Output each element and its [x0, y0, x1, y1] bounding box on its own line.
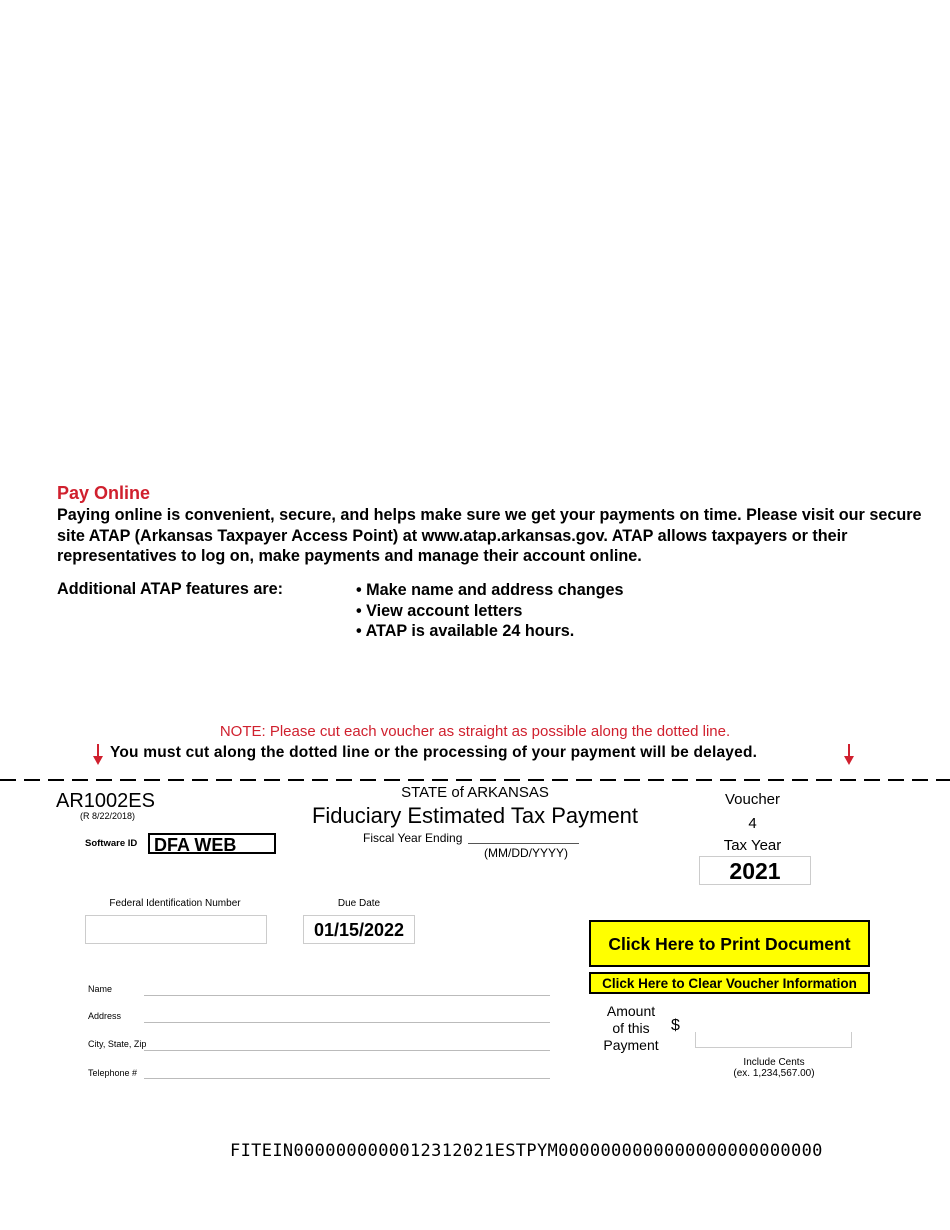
amount-label-line: Payment — [603, 1037, 659, 1053]
amount-label-line: Amount — [606, 1003, 656, 1019]
city-state-zip-label: City, State, Zip — [88, 1039, 147, 1049]
telephone-label: Telephone # — [88, 1068, 138, 1078]
form-title: Fiduciary Estimated Tax Payment — [311, 803, 639, 828]
pay-online-description: Paying online is convenient, secure, and helps make sure we get your payments on time. Please visit our secure site ATAP (Arkansas Taxpayer Access Point) at www.atap.arkansas.gov. ATAP allows taxpayers or their representatives to log on, make payments and manage their account online. — [57, 506, 922, 565]
fein-label: Federal Identification Number — [109, 898, 241, 909]
city-state-zip-field[interactable] — [144, 1050, 550, 1051]
down-arrow-icon — [93, 744, 103, 766]
voucher-label: Voucher — [724, 791, 781, 808]
features-list — [356, 580, 623, 642]
print-document-button[interactable]: Click Here to Print Document — [589, 920, 870, 967]
features-label: Additional ATAP features are: — [57, 580, 284, 598]
cents-note-line: Include Cents — [743, 1057, 805, 1068]
cut-warning: You must cut along the dotted line or the processing of your payment will be delayed. — [110, 744, 758, 761]
clear-voucher-button[interactable]: Click Here to Clear Voucher Information — [589, 972, 870, 994]
fiscal-year-format: (MM/DD/YYYY) — [484, 846, 568, 860]
form-number: AR1002ES — [56, 790, 155, 812]
name-field[interactable] — [144, 995, 550, 996]
cents-note-example: (ex. 1,234,567.00) — [733, 1068, 815, 1079]
fiscal-year-field[interactable] — [468, 843, 579, 844]
form-revision: (R 8/22/2018) — [80, 811, 136, 821]
cut-note: NOTE: Please cut each voucher as straight as possible along the dotted line. — [219, 723, 731, 740]
software-id-value: DFA WEB — [148, 833, 276, 854]
due-date-label: Due Date — [337, 898, 381, 909]
cents-note — [720, 1057, 828, 1079]
address-field[interactable] — [144, 1022, 550, 1023]
feature-item: • ATAP is available 24 hours. — [356, 622, 575, 640]
amount-label — [596, 1003, 666, 1054]
scan-line: FITEIN0000000000012312021ESTPYM0000000000000000000000000 — [230, 1141, 823, 1161]
telephone-field[interactable] — [144, 1078, 550, 1079]
due-date-field: 01/15/2022 — [303, 915, 415, 944]
fein-field[interactable] — [85, 915, 267, 944]
fiscal-year-label: Fiscal Year Ending — [363, 831, 463, 845]
cut-line — [0, 778, 950, 782]
name-label: Name — [88, 984, 113, 994]
address-label: Address — [88, 1011, 122, 1021]
software-id-label: Software ID — [85, 838, 138, 849]
tax-year-field[interactable]: 2021 — [699, 856, 811, 885]
dollar-sign: $ — [671, 1017, 680, 1034]
tax-year-label: Tax Year — [723, 837, 782, 854]
feature-item: • View account letters — [356, 601, 523, 620]
amount-field[interactable] — [695, 1032, 852, 1048]
voucher-number: 4 — [748, 815, 757, 832]
feature-item: • Make name and address changes — [356, 581, 624, 599]
state-name: STATE of ARKANSAS — [401, 784, 549, 801]
pay-online-title: Pay Online — [57, 483, 151, 503]
down-arrow-icon — [844, 744, 854, 766]
amount-label-line: of this — [612, 1020, 650, 1036]
